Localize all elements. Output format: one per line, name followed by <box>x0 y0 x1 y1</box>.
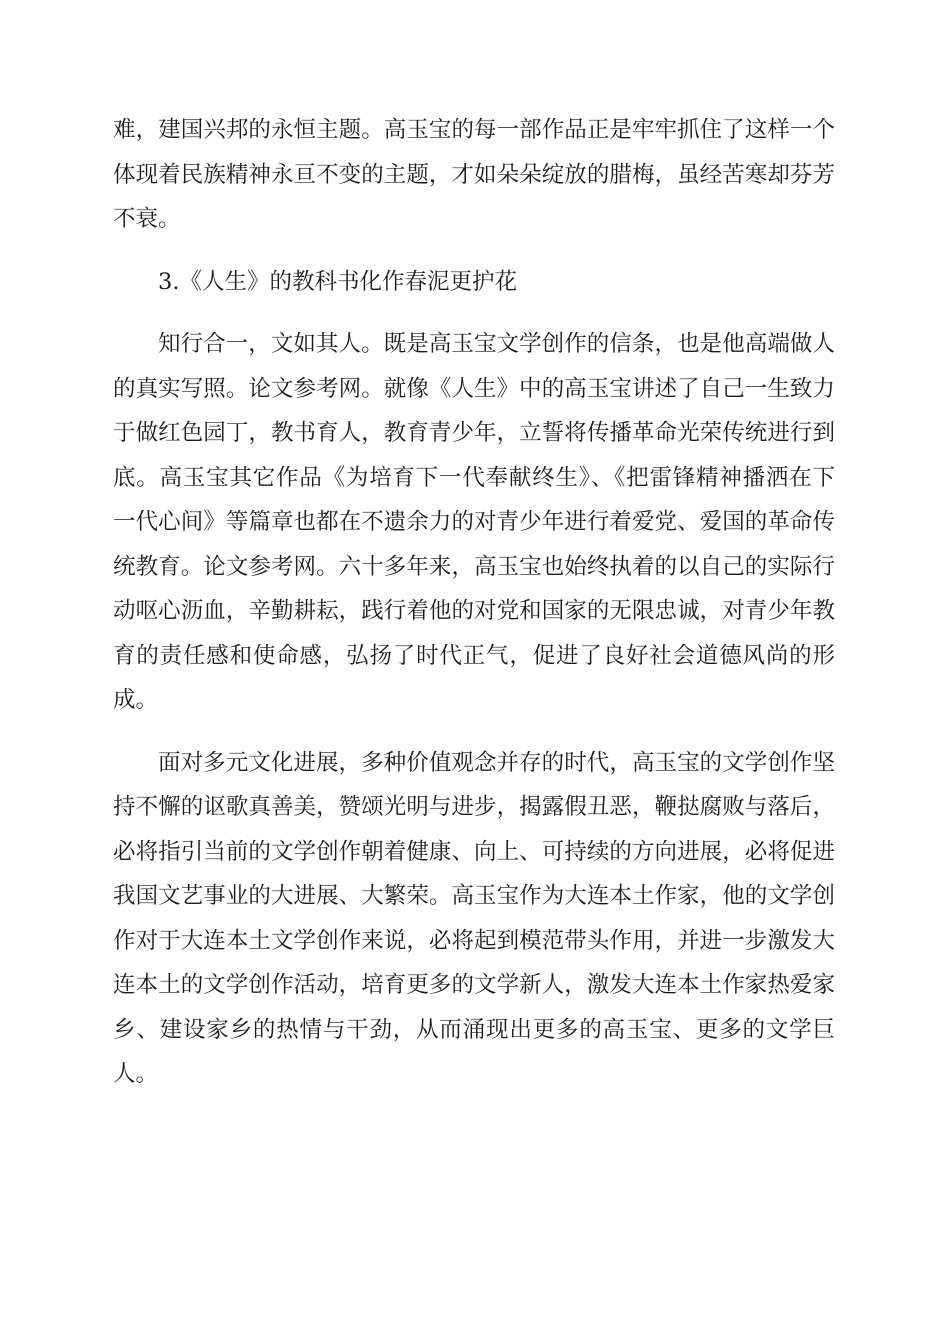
text-line: 乡、建设家乡的热情与干劲，从而涌现出更多的高玉宝、更多的文学巨 <box>113 1016 835 1043</box>
text-line: 面对多元文化进展，多种价值观念并存的时代，高玉宝的文学创作坚 <box>158 749 835 776</box>
text-line: 作对于大连本土文学创作来说，必将起到模范带头作用，并进一步激发大 <box>113 927 835 954</box>
paragraph-spacer <box>113 242 835 260</box>
paragraph-spacer <box>113 304 835 322</box>
text-line: 统教育。论文参考网。六十多年来，高玉宝也始终执着的以自己的实际行 <box>113 553 835 580</box>
text-line: 的真实写照。论文参考网。就像《人生》中的高玉宝讲述了自己一生致力 <box>113 375 835 402</box>
paragraph-two <box>113 322 835 723</box>
text-line: 难，建国兴邦的永恒主题。高玉宝的每一部作品正是牢牢抓住了这样一个 <box>113 117 835 143</box>
paragraph-three <box>113 741 835 1097</box>
document-body <box>113 108 835 1097</box>
text-line: 成。 <box>113 687 159 713</box>
text-line: 育的责任感和使命感，弘扬了时代正气，促进了良好社会道德风尚的形 <box>113 642 835 669</box>
text-line: 动呕心沥血，辛勤耕耘，践行着他的对党和国家的无限忠诚，对青少年教 <box>113 598 835 624</box>
text-line: 连本土的文学创作活动，培育更多的文学新人，激发大连本土作家热爱家 <box>113 972 835 998</box>
text-line: 知行合一，文如其人。既是高玉宝文学创作的信条，也是他高端做人 <box>158 331 835 357</box>
text-line: 体现着民族精神永亘不变的主题，才如朵朵绽放的腊梅，虽经苦寒却芬芳 <box>113 161 835 188</box>
paragraph-continued <box>113 108 835 242</box>
text-line: 于做红色园丁，教书育人，教育青少年，立誓将传播革命光荣传统进行到 <box>113 420 835 446</box>
section-heading: 3.《人生》的教科书化作春泥更护花 <box>158 268 517 295</box>
text-line: 不衰。 <box>113 206 181 232</box>
paragraph-spacer <box>113 723 835 741</box>
text-line: 我国文艺事业的大进展、大繁荣。高玉宝作为大连本土作家，他的文学创 <box>113 883 835 909</box>
text-line: 一代心间》等篇章也都在不遗余力的对青少年进行着爱党、爱国的革命传 <box>113 509 835 535</box>
text-line: 底。高玉宝其它作品《为培育下一代奉献终生》、《把雷锋精神播洒在下 <box>113 464 835 491</box>
text-line: 持不懈的讴歌真善美，赞颂光明与进步，揭露假丑恶，鞭挞腐败与落后， <box>113 794 835 820</box>
text-line: 人。 <box>113 1061 159 1087</box>
text-line: 必将指引当前的文学创作朝着健康、向上、可持续的方向进展，必将促进 <box>113 838 835 865</box>
